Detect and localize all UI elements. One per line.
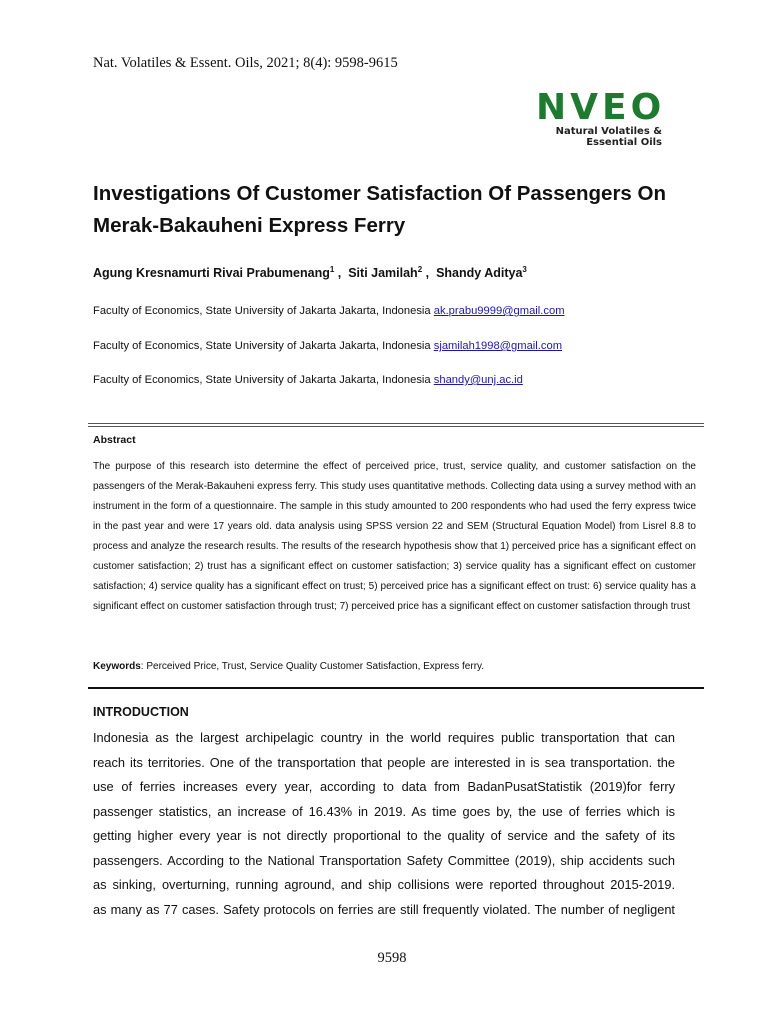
author-separator: , <box>334 266 349 281</box>
affiliation-text: Faculty of Economics, State University of Jakarta Jakarta, Indonesia <box>93 305 434 317</box>
author-list <box>93 265 527 280</box>
title-line-2: Merak-Bakauheni Express Ferry <box>93 214 406 237</box>
email-link[interactable]: ak.prabu9999@gmail.com <box>433 305 565 317</box>
author-separator: , <box>422 266 437 281</box>
divider-rule <box>88 423 704 424</box>
intro-line: as sinking, overturning, running aground, and ship collisions were reported throughout 2015-2019. <box>93 877 675 892</box>
intro-line: reach its territories. One of the transportation that people are interested in is sea transportation. the <box>93 754 675 770</box>
author-name: Shandy Aditya <box>436 266 523 281</box>
divider-rule <box>88 426 704 427</box>
introduction-heading: INTRODUCTION <box>93 705 189 719</box>
affiliation-2 <box>93 340 562 352</box>
paper-title <box>93 178 693 242</box>
abstract-heading: Abstract <box>93 434 136 446</box>
author-name: Siti Jamilah <box>348 266 418 281</box>
section-divider <box>88 687 704 689</box>
intro-line: passengers. According to the National Transportation Safety Committee (2019), ship accidents such <box>93 852 675 868</box>
keywords-text: : Perceived Price, Trust, Service Quality Customer Satisfaction, Express ferry. <box>140 661 485 672</box>
logo-mark: NVEO <box>536 87 666 128</box>
email-link[interactable]: shandy@unj.ac.id <box>433 374 523 386</box>
title-line-1: Investigations Of Customer Satisfaction Of Passengers On <box>93 182 666 205</box>
affiliation-1 <box>93 305 565 317</box>
intro-line: use of ferries increases every year, according to data from BadanPusatStatistik (2019)for ferry <box>93 779 675 794</box>
keywords-line <box>93 661 484 672</box>
intro-line: passenger statistics, an increase of 16.43% in 2019. As time goes by, the use of ferries which is <box>93 803 675 819</box>
keywords-label: Keywords <box>93 661 141 672</box>
logo-subtitle-line1: Natural Volatiles & <box>555 126 662 137</box>
author-name: Agung Kresnamurti Rivai Prabumenang <box>93 266 330 281</box>
intro-line: as many as 77 cases. Safety protocols on ferries are still frequently violated. The number of negligent <box>93 901 675 917</box>
author-superscript: 3 <box>522 265 527 274</box>
affiliation-text: Faculty of Economics, State University of Jakarta Jakarta, Indonesia <box>93 340 434 352</box>
affiliation-text: Faculty of Economics, State University of Jakarta Jakarta, Indonesia <box>93 374 434 386</box>
introduction-body <box>93 726 675 922</box>
intro-line: Indonesia as the largest archipelagic country in the world requires public transportation that can <box>93 730 675 745</box>
author-superscript: 2 <box>417 265 423 274</box>
intro-line: getting higher every year is not directly proportional to the quality of service and the safety of its <box>93 828 675 843</box>
journal-logo <box>536 87 666 148</box>
email-link[interactable]: sjamilah1998@gmail.com <box>433 340 563 352</box>
affiliation-3 <box>93 374 523 386</box>
page-number: 9598 <box>377 950 407 966</box>
logo-subtitle-line2: Essential Oils <box>586 137 662 148</box>
author-superscript: 1 <box>329 265 335 274</box>
journal-reference: Nat. Volatiles & Essent. Oils, 2021; 8(4): 9598-9615 <box>93 55 398 71</box>
abstract-body: The purpose of this research isto determine the effect of perceived price, trust, service quality, and customer satisfaction on the passengers of the Merak-Bakauheni express ferry. This study uses quantitative methods. Collecting data using a survey method with an instrument in the form of a questionnaire. The sample in this study amounted to 200 respondents who had used the ferry express twice in the past year and were 17 years old. data analysis using SPSS version 22 and SEM (Structural Equation Model) from Lisrel 8.8 to process and analyze the research results. The results of the research hypothesis show that 1) perceived price has a significant effect on customer satisfaction; 2) trust has a significant effect on customer satisfaction; 3) service quality has a significant effect on customer satisfaction; 4) service quality has a significant effect on trust; 5) perceived price has a significant effect on trust: 6) service quality has a significant effect on customer satisfaction through trust; 7) perceived price has a significant effect on customer satisfaction through trust <box>93 461 696 612</box>
